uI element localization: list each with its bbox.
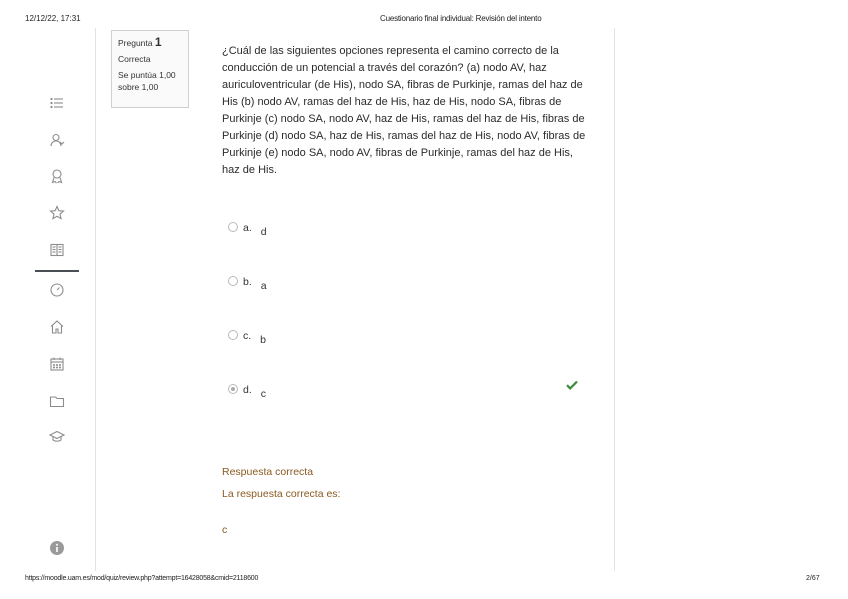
- question-number: 1: [154, 35, 162, 49]
- feedback-correct-label: La respuesta correcta es:: [222, 488, 341, 500]
- option-radio[interactable]: [228, 276, 238, 286]
- home-icon[interactable]: [48, 318, 66, 336]
- option-radio-selected[interactable]: [228, 384, 238, 394]
- option-text: d: [260, 226, 267, 238]
- option-text: b: [260, 334, 267, 346]
- answer-option-b[interactable]: [228, 276, 267, 292]
- option-letter: b.: [243, 276, 252, 289]
- question-label: Pregunta: [118, 38, 153, 48]
- user-icon[interactable]: [48, 131, 66, 149]
- print-url: https://moodle.uam.es/mod/quiz/review.php?attempt=16428058&cmid=2118600: [25, 575, 259, 582]
- feedback-correct-answer: c: [222, 524, 228, 536]
- correct-check-icon: [566, 380, 578, 390]
- answer-option-a[interactable]: [228, 222, 267, 238]
- content-right-divider: [614, 28, 615, 571]
- calendar-icon[interactable]: [48, 355, 66, 373]
- option-text: c: [260, 388, 267, 400]
- answer-option-d[interactable]: [228, 384, 267, 400]
- option-letter: c.: [243, 330, 252, 343]
- book-icon[interactable]: [48, 241, 66, 259]
- list-icon[interactable]: [48, 94, 66, 112]
- star-icon[interactable]: [48, 204, 66, 222]
- page-title: Cuestionario final individual: Revisión del intento: [380, 14, 542, 23]
- option-radio[interactable]: [228, 330, 238, 340]
- option-radio[interactable]: [228, 222, 238, 232]
- option-letter: d.: [243, 384, 252, 397]
- question-text: ¿Cuál de las siguientes opciones representa el camino correcto de la conducción de un potencial a través del corazón? (a) nodo AV, haz auriculoventricular (de His), nodo SA, fibras de Purkinje, ramas del haz de His (b) nodo AV, ramas del haz de His, haz de His, nodo SA, fibras de Purkinje (c) nodo SA, nodo AV, haz de His, ramas del haz de His, fibras de Purkinje (d) nodo SA, haz de His, ramas del haz de His, nodo AV, fibras de Purkinje (e) nodo SA, nodo AV, fibras de Purkinje, ramas del haz de His, haz de His.: [222, 45, 586, 176]
- option-text: a: [260, 280, 267, 292]
- info-icon[interactable]: [48, 539, 66, 557]
- question-status: Correcta: [118, 54, 151, 64]
- feedback-result: Respuesta correcta: [222, 466, 314, 478]
- award-icon[interactable]: [48, 167, 66, 185]
- print-datetime: 12/12/22, 17:31: [25, 14, 81, 23]
- sidebar-divider: [95, 28, 96, 571]
- answer-option-c[interactable]: [228, 330, 267, 346]
- sidebar-active-indicator: [35, 270, 79, 272]
- option-letter: a.: [243, 222, 252, 235]
- graduation-cap-icon[interactable]: [48, 428, 66, 446]
- folder-icon[interactable]: [48, 392, 66, 410]
- gauge-icon[interactable]: [48, 281, 66, 299]
- question-info-box: [111, 30, 189, 108]
- print-page-number: 2/67: [806, 575, 820, 582]
- question-grade: Se puntúa 1,00 sobre 1,00: [118, 70, 176, 92]
